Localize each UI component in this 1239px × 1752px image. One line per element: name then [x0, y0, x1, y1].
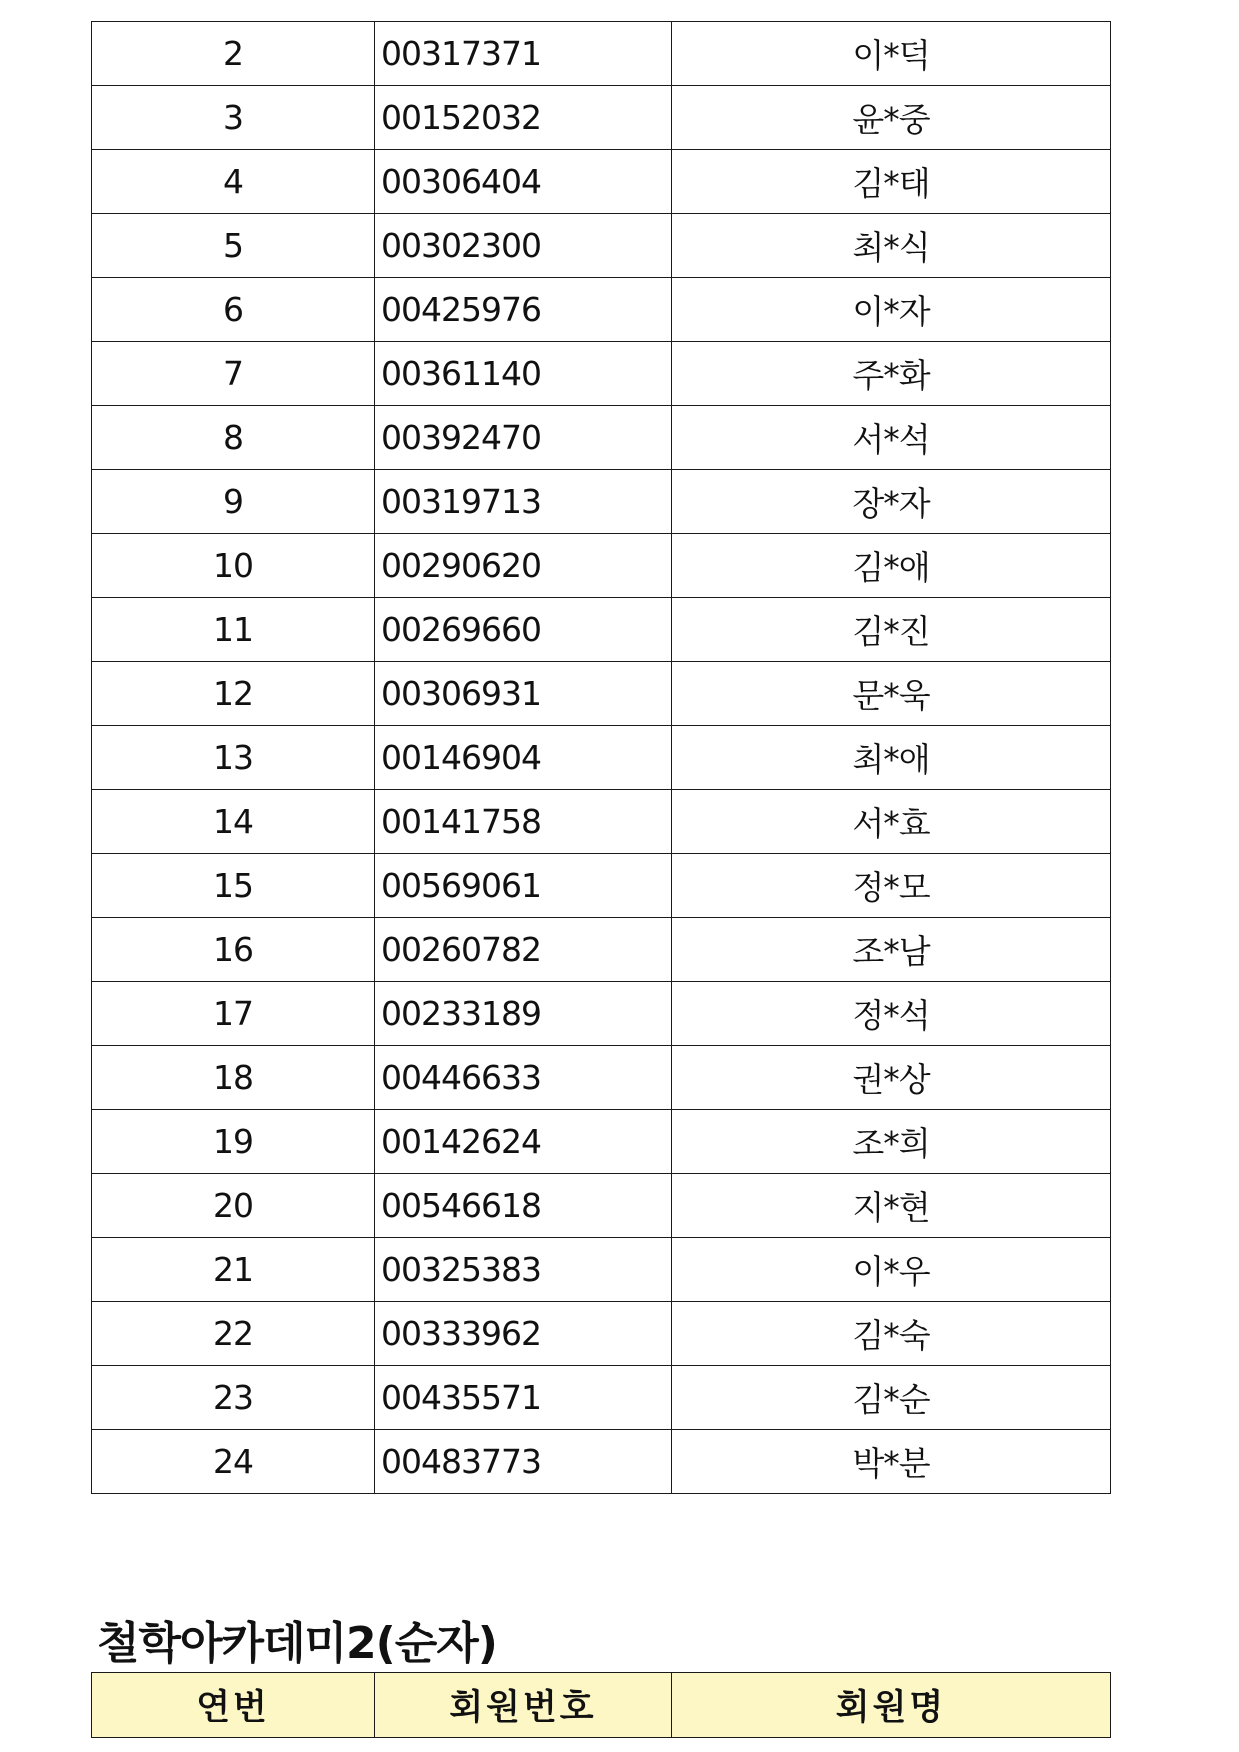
- row-number: 5: [92, 214, 375, 278]
- member-name: 김*태: [672, 150, 1111, 214]
- member-name: 박*분: [672, 1430, 1111, 1494]
- table-row: [92, 1302, 1111, 1366]
- table-row: [92, 86, 1111, 150]
- member-id: 00152032: [375, 86, 672, 150]
- member-name: 조*남: [672, 918, 1111, 982]
- member-name: 지*현: [672, 1174, 1111, 1238]
- table-row: [92, 22, 1111, 86]
- member-name: 조*희: [672, 1110, 1111, 1174]
- row-number: 16: [92, 918, 375, 982]
- member-id: 00425976: [375, 278, 672, 342]
- member-name: 이*자: [672, 278, 1111, 342]
- member-id: 00435571: [375, 1366, 672, 1430]
- header-no: 연번: [92, 1673, 375, 1738]
- member-table-body: [92, 22, 1111, 1494]
- row-number: 13: [92, 726, 375, 790]
- table-row: [92, 342, 1111, 406]
- member-id: 00392470: [375, 406, 672, 470]
- member-id: 00306931: [375, 662, 672, 726]
- table-row: [92, 406, 1111, 470]
- table-row: [92, 1366, 1111, 1430]
- member-id: 00319713: [375, 470, 672, 534]
- member-id: 00333962: [375, 1302, 672, 1366]
- table-row: [92, 1238, 1111, 1302]
- member-name: 이*덕: [672, 22, 1111, 86]
- table-row: [92, 918, 1111, 982]
- section-title: 철학아카데미2(순자): [97, 1618, 497, 1669]
- member-id: 00361140: [375, 342, 672, 406]
- table-row: [92, 1430, 1111, 1494]
- member-id: 00483773: [375, 1430, 672, 1494]
- row-number: 10: [92, 534, 375, 598]
- member-name: 최*식: [672, 214, 1111, 278]
- member-name: 김*숙: [672, 1302, 1111, 1366]
- member-name: 권*상: [672, 1046, 1111, 1110]
- member-name: 윤*중: [672, 86, 1111, 150]
- header-row: [92, 1673, 1111, 1738]
- member-id: 00317371: [375, 22, 672, 86]
- member-id: 00446633: [375, 1046, 672, 1110]
- member-id: 00290620: [375, 534, 672, 598]
- row-number: 3: [92, 86, 375, 150]
- table-row: [92, 1110, 1111, 1174]
- row-number: 8: [92, 406, 375, 470]
- row-number: 6: [92, 278, 375, 342]
- member-id: 00569061: [375, 854, 672, 918]
- row-number: 12: [92, 662, 375, 726]
- section-header-table: [91, 1672, 1111, 1738]
- member-id: 00269660: [375, 598, 672, 662]
- table-row: [92, 1174, 1111, 1238]
- row-number: 18: [92, 1046, 375, 1110]
- table-row: [92, 598, 1111, 662]
- member-id: 00546618: [375, 1174, 672, 1238]
- table-row: [92, 150, 1111, 214]
- row-number: 19: [92, 1110, 375, 1174]
- header-name: 회원명: [672, 1673, 1111, 1738]
- table-row: [92, 278, 1111, 342]
- row-number: 24: [92, 1430, 375, 1494]
- table-row: [92, 534, 1111, 598]
- row-number: 21: [92, 1238, 375, 1302]
- member-name: 김*애: [672, 534, 1111, 598]
- table-row: [92, 726, 1111, 790]
- row-number: 4: [92, 150, 375, 214]
- member-name: 주*화: [672, 342, 1111, 406]
- table-row: [92, 854, 1111, 918]
- row-number: 23: [92, 1366, 375, 1430]
- row-number: 17: [92, 982, 375, 1046]
- member-id: 00233189: [375, 982, 672, 1046]
- row-number: 22: [92, 1302, 375, 1366]
- member-name: 문*욱: [672, 662, 1111, 726]
- member-name: 김*진: [672, 598, 1111, 662]
- row-number: 7: [92, 342, 375, 406]
- row-number: 2: [92, 22, 375, 86]
- member-id: 00141758: [375, 790, 672, 854]
- table-row: [92, 982, 1111, 1046]
- member-id: 00306404: [375, 150, 672, 214]
- table-row: [92, 790, 1111, 854]
- member-name: 서*효: [672, 790, 1111, 854]
- member-id: 00260782: [375, 918, 672, 982]
- table-row: [92, 1046, 1111, 1110]
- member-id: 00302300: [375, 214, 672, 278]
- member-name: 김*순: [672, 1366, 1111, 1430]
- row-number: 11: [92, 598, 375, 662]
- header-member-id: 회원번호: [375, 1673, 672, 1738]
- table-row: [92, 214, 1111, 278]
- row-number: 9: [92, 470, 375, 534]
- table-row: [92, 662, 1111, 726]
- member-name: 이*우: [672, 1238, 1111, 1302]
- member-name: 정*석: [672, 982, 1111, 1046]
- member-id: 00325383: [375, 1238, 672, 1302]
- member-name: 서*석: [672, 406, 1111, 470]
- member-name: 정*모: [672, 854, 1111, 918]
- row-number: 15: [92, 854, 375, 918]
- row-number: 20: [92, 1174, 375, 1238]
- member-id: 00142624: [375, 1110, 672, 1174]
- member-name: 장*자: [672, 470, 1111, 534]
- table-row: [92, 470, 1111, 534]
- member-id: 00146904: [375, 726, 672, 790]
- row-number: 14: [92, 790, 375, 854]
- member-table: [91, 21, 1111, 1494]
- member-name: 최*애: [672, 726, 1111, 790]
